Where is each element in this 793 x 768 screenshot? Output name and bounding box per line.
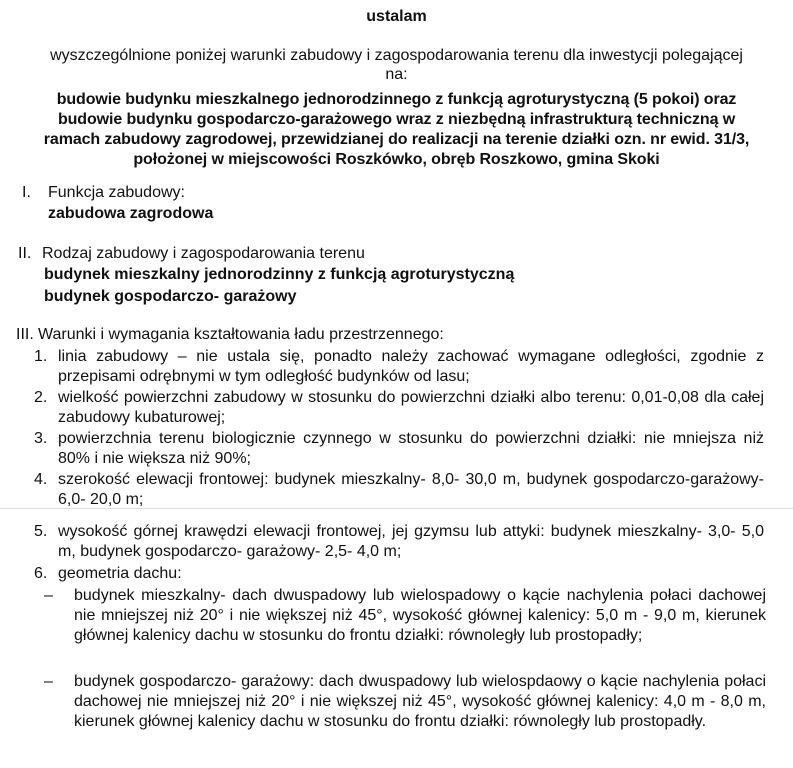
- roof-sub-item: [44, 672, 766, 754]
- section-1-title: Funkcja zabudowy:: [48, 184, 185, 201]
- investment-description: budowie budynku mieszkalnego jednorodzinnego z funkcją agroturystyczną (5 pokoi) oraz budowie budynku gospodarczo-garażowego wraz z niezbędną infrastrukturą techniczną w ramach zabudowy zagrodowej, przewidzianej do realizacji na terenie działki ozn. nr ewid. 31/3, położonej w miejscowości Roszkówko, obręb Roszkowo, gmina Skoki: [43, 91, 750, 168]
- section-2-number: II.: [18, 245, 32, 262]
- roof-sub-item-text: budynek gospodarczo- garażowy: dach dwuspadowy lub wielospdaowy o kącie nachylenia połaci dachowej nie mniejszej niż 20° i nie większej niż 45°, wysokość głównej kalenicy: 4,0 m - 8,0 m, kierunek głównej kalenicy dachu w stosunku do frontu działki: równoległy lub prostopadły.: [74, 673, 766, 730]
- intro-paragraph: wyszczególnione poniżej warunki zabudowy i zagospodarowania terenu dla inwestycji polegającej na:: [50, 47, 743, 83]
- list-item: [34, 522, 764, 562]
- list-item-number: 4.: [34, 471, 48, 488]
- section-2-heading: [18, 244, 365, 264]
- list-item-text: wysokość górnej krawędzi elewacji frontowej, jej gzymsu lub attyki: budynek mieszkalny- 3,0- 5,0 m, budynek gospodarczo- garażowy- 2,5- 4,0 m;: [58, 523, 764, 560]
- list-item-number: 5.: [34, 523, 48, 540]
- list-item-text: szerokość elewacji frontowej: budynek mieszkalny- 8,0- 30,0 m, budynek gospodarczo-garażowy- 6,0- 20,0 m;: [58, 471, 764, 508]
- section-1-value: zabudowa zagrodowa: [48, 205, 214, 222]
- list-item-text: wielkość powierzchni zabudowy w stosunku do powierzchni działki albo terenu: 0,01-0,08 dla całej zabudowy kubaturowej;: [58, 389, 764, 426]
- section-1-heading: [22, 183, 185, 203]
- section-2-value-2: budynek gospodarczo- garażowy: [44, 288, 297, 305]
- dash-bullet: –: [44, 587, 53, 604]
- section-3-number: III.: [16, 326, 34, 343]
- dash-bullet: –: [44, 673, 53, 690]
- list-item: [34, 564, 764, 584]
- section-3-title: Warunki i wymagania kształtowania ładu przestrzennego:: [38, 326, 444, 343]
- page-fold-divider: [0, 508, 793, 509]
- list-item: [34, 470, 764, 510]
- list-item: [34, 429, 764, 469]
- section-2-value-1: budynek mieszkalny jednorodzinny z funkcją agroturystyczną: [44, 266, 515, 283]
- section-3-heading: [16, 325, 444, 345]
- roof-sub-item: [44, 586, 766, 668]
- list-item-number: 1.: [34, 348, 48, 365]
- document-heading: ustalam: [366, 8, 427, 25]
- section-1-number: I.: [22, 184, 31, 201]
- list-item-number: 6.: [34, 565, 48, 582]
- list-item: [34, 388, 764, 428]
- list-item-number: 3.: [34, 430, 48, 447]
- list-item-text: linia zabudowy – nie ustala się, ponadto należy zachować wymagane odległości, zgodnie z przepisami odrębnymi w tym odległość budynków od lasu;: [58, 348, 764, 385]
- list-item: [34, 347, 764, 387]
- list-item-text: powierzchnia terenu biologicznie czynnego w stosunku do powierzchni działki: nie mniejsza niż 80% i nie większa niż 90%;: [58, 430, 764, 467]
- section-2-title: Rodzaj zabudowy i zagospodarowania terenu: [42, 245, 365, 262]
- list-item-text: geometria dachu:: [58, 565, 182, 582]
- list-item-number: 2.: [34, 389, 48, 406]
- roof-sub-item-text: budynek mieszkalny- dach dwuspadowy lub wielospadowy o kącie nachylenia połaci dachowej nie mniejszej niż 20° i nie większej niż 45°, wysokość głównej kalenicy: 5,0 m - 9,0 m, kierunek głównej kalenicy dachu w stosunku do frontu działki: równoległy lub prostopadły;: [74, 587, 766, 644]
